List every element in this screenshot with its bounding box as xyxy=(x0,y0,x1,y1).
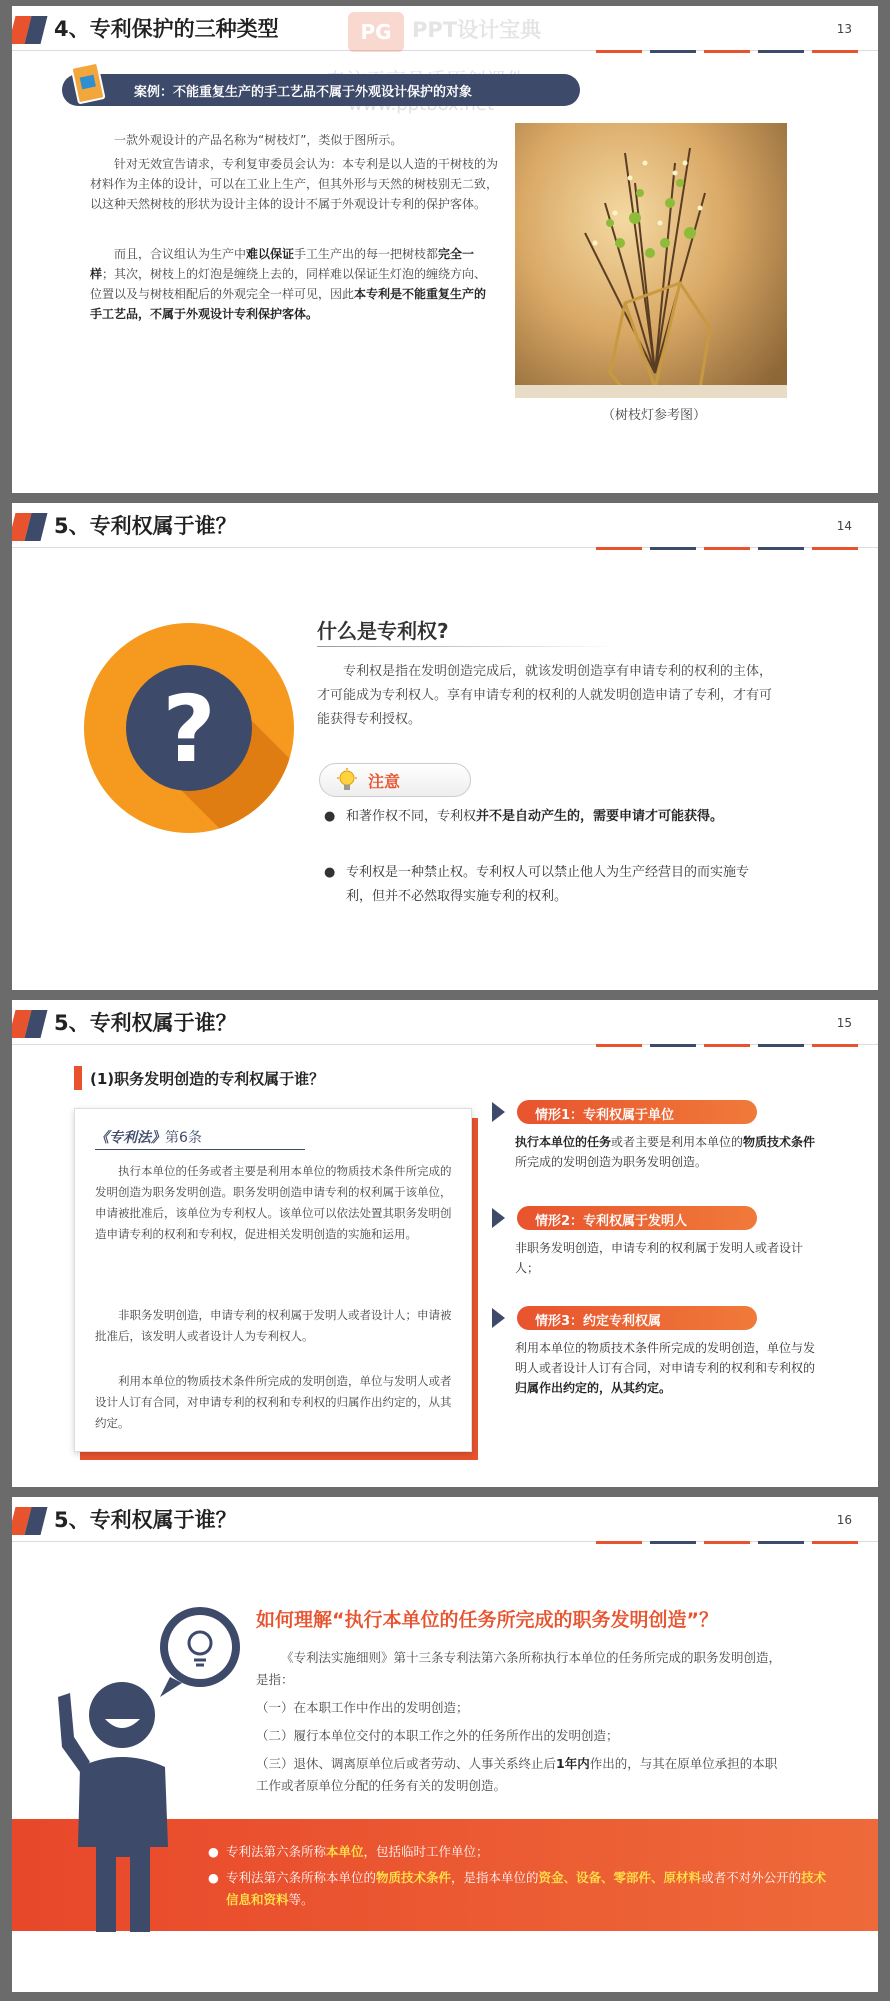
heading-underline xyxy=(317,646,617,647)
law-paragraph: 利用本单位的物质技术条件所完成的发明创造，单位与发明人或者设计人订有合同，对申请专利的权利和专利权的归属作出约定的，从其约定。 xyxy=(95,1374,452,1430)
emphasis: 本专利是不能重复生产的手工艺品，不属于外观设计专利保护客体。 xyxy=(90,287,487,321)
watermark-brand: PPT设计宝典 xyxy=(412,18,542,42)
rule-item: （二）履行本单位交付的本职工作之外的任务所作出的发明创造； xyxy=(256,1728,619,1743)
watermark-logo: PG xyxy=(348,12,404,52)
law-title-underline xyxy=(95,1149,305,1150)
rule-item xyxy=(256,1753,786,1797)
law-title: 《专利法》第6条 xyxy=(95,1130,202,1146)
text: （三）退休、调离原单位后或者劳动、人事关系终止后 xyxy=(256,1756,557,1771)
note-item: ● 专利法第六条所称本单位，包括临时工作单位； xyxy=(208,1844,489,1859)
header-bars xyxy=(596,50,858,53)
page-number: 15 xyxy=(836,1016,852,1030)
rule-item: （一）在本职工作中作出的发明创造； xyxy=(256,1700,469,1715)
arrow-marker-icon xyxy=(492,1102,505,1122)
arrow-marker-icon xyxy=(492,1208,505,1228)
case-label: 情形2：专利权属于发明人 xyxy=(535,1214,688,1229)
text: 专利法第六条所称本单位的 xyxy=(226,1870,377,1885)
text: 手工生产出的每一把树枝都 xyxy=(294,247,439,261)
text: ；其次，树枝上的灯泡是缠绕上去的，同样难以保证生灯泡的缠绕方向、位置以及与树枝相配后的外观完全一样可见，因此 xyxy=(90,267,487,301)
header-bars xyxy=(596,1541,858,1544)
subtitle: (1)职务发明创造的专利权属于谁？ xyxy=(90,1070,325,1088)
text: 或者主要是利用本单位的 xyxy=(611,1135,744,1149)
text: 专利法第六条所称 xyxy=(226,1844,327,1859)
page-number: 13 xyxy=(836,22,852,36)
text: ，包括临时工作单位； xyxy=(363,1844,489,1859)
highlight: 技术信息和资料 xyxy=(226,1870,827,1907)
slide-header xyxy=(12,6,878,58)
header-bars xyxy=(596,547,858,550)
highlight: 资金、设备、零部件、原材料 xyxy=(538,1870,702,1885)
slide-title: 5、专利权属于谁？ xyxy=(54,1011,237,1035)
emphasis: 完全一样 xyxy=(90,247,475,281)
case-banner-text: 案例：不能重复生产的手工艺品不属于外观设计保护的对象 xyxy=(134,85,473,100)
note-label: 注意 xyxy=(368,772,401,791)
bullet-item: ● 和著作权不同，专利权并不是自动产生的，需要申请才可能获得。 xyxy=(324,809,724,824)
section-heading: 什么是专利权? xyxy=(317,619,449,643)
emphasis: 1年内 xyxy=(556,1756,590,1771)
emphasis: 归属作出约定的，从其约定。 xyxy=(515,1381,672,1395)
case-text xyxy=(515,1338,825,1398)
slide-header xyxy=(12,503,878,555)
emphasis: 执行本单位的任务 xyxy=(515,1135,612,1149)
paragraph: 一款外观设计的产品名称为“树枝灯”，类似于图所示。 xyxy=(114,133,403,147)
page-number: 14 xyxy=(836,519,852,533)
definition-text: 专利权是指在发明创造完成后，就该发明创造享有申请专利的权利的主体，才可能成为专利权人。享有申请专利的权利的人就发明创造申请了专利，才有可能获得专利授权。 xyxy=(317,664,773,727)
slide-header xyxy=(12,1497,878,1549)
subtitle-marker xyxy=(74,1066,82,1090)
svg-text:?: ? xyxy=(162,676,216,783)
photo-caption: （树枝灯参考图） xyxy=(602,408,707,423)
slide-13 xyxy=(12,6,878,493)
law-paragraph: 执行本单位的任务或者主要是利用本单位的物质技术条件所完成的发明创造为职务发明创造。职务发明创造申请专利的权利属于该单位，申请被批准后，该单位为专利权人。该单位可以依法处置其职务发明创造申请专利的权利和专利权，促进相关发明创造的实施和运用。 xyxy=(95,1164,452,1241)
paragraph xyxy=(90,244,498,324)
highlight: 本单位 xyxy=(326,1844,364,1859)
slide-title: 4、专利保护的三种类型 xyxy=(54,17,279,41)
page-number: 16 xyxy=(836,1513,852,1527)
case-text: 非职务发明创造，申请专利的权利属于发明人或者设计人； xyxy=(515,1241,804,1275)
text: 所完成的发明创造为职务发明创造。 xyxy=(515,1155,708,1169)
highlight: 物质技术条件 xyxy=(376,1870,452,1885)
case-label: 情形1：专利权属于单位 xyxy=(535,1108,675,1123)
text: 或者不对外公开的 xyxy=(701,1870,802,1885)
branch-lamp-photo xyxy=(515,123,787,398)
text: 专利权是一种禁止权。专利权人可以禁止他人为生产经营目的而实施专利，但并不必然取得实施专利的权利。 xyxy=(346,865,750,904)
emphasis: 并不是自动产生的，需要申请才可能获得。 xyxy=(476,809,724,824)
emphasis: 物质技术条件 xyxy=(743,1135,816,1149)
emphasis: 难以保证 xyxy=(246,247,295,261)
slide-title: 5、专利权属于谁？ xyxy=(54,514,237,538)
law-card xyxy=(74,1108,472,1452)
bullet-item: ● 专利权是一种禁止权。专利权人可以禁止他人为生产经营目的而实施专利，但并不必然取得实施专利的权利。 xyxy=(324,861,774,909)
case-label: 情形3：约定专利权属 xyxy=(535,1314,662,1329)
text: 而且，合议组认为生产中 xyxy=(114,247,247,261)
note-item: ● 专利法第六条所称本单位的物质技术条件，是指本单位的资金、设备、零部件、原材料或者不对外公开的技术信息和资料等。 xyxy=(208,1870,827,1907)
rule-intro: 《专利法实施细则》第十三条专利法第六条所称执行本单位的任务所完成的职务发明创造，是指： xyxy=(256,1650,782,1687)
question-heading: 如何理解“执行本单位的任务所完成的职务发明创造”？ xyxy=(256,1609,718,1631)
case-text xyxy=(515,1132,825,1172)
text: 等。 xyxy=(288,1892,314,1907)
text: ，是指本单位的 xyxy=(451,1870,539,1885)
lightbulb-icon xyxy=(336,768,358,792)
slide-16 xyxy=(12,1497,878,1992)
paragraph: 针对无效宣告请求，专利复审委员会认为：本专利是以人造的干树枝的为材料作为主体的设计，可以在工业上生产，但其外形与天然的树枝别无二致，以这种天然树枝的形状为设计主体的设计不属于外观设计专利的保护客体。 xyxy=(90,157,499,211)
slide-15 xyxy=(12,1000,878,1487)
header-bars xyxy=(596,1044,858,1047)
text: 利用本单位的物质技术条件所完成的发明创造，单位与发明人或者设计人订有合同，对申请专利的权利和专利权的 xyxy=(515,1341,816,1375)
slide-header xyxy=(12,1000,878,1052)
law-paragraph: 非职务发明创造，申请专利的权利属于发明人或者设计人；申请被批准后，该发明人或者设计人为专利权人。 xyxy=(95,1308,452,1343)
arrow-marker-icon xyxy=(492,1308,505,1328)
slide-14 xyxy=(12,503,878,990)
question-mark-icon xyxy=(82,621,296,835)
slide-title: 5、专利权属于谁？ xyxy=(54,1508,237,1532)
text: 和著作权不同，专利权 xyxy=(346,809,477,824)
text: 作出的，与其在原单位承担的本职工作或者原单位分配的任务有关的发明创造。 xyxy=(256,1756,778,1793)
